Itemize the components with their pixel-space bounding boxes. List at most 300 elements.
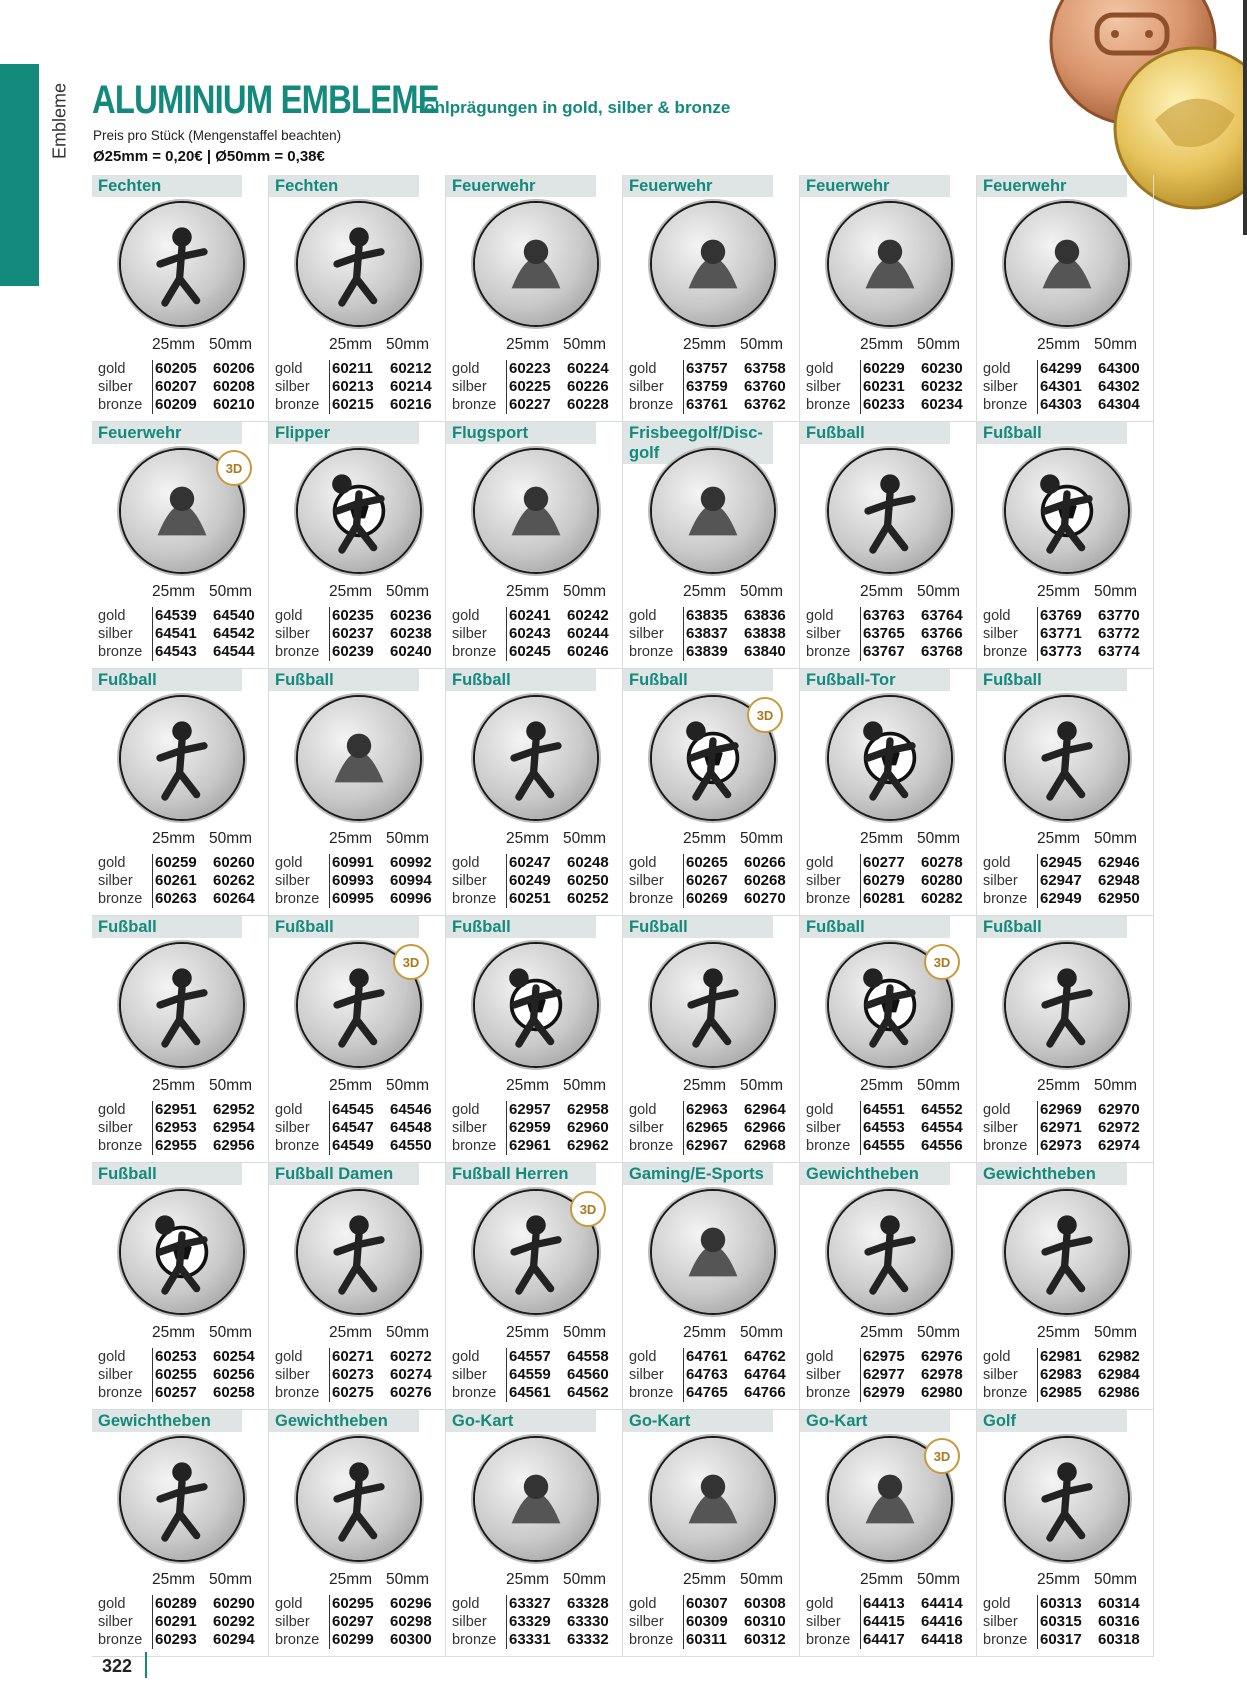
article-code: 64559 — [509, 1366, 551, 1383]
finish-label: silber — [629, 626, 664, 642]
article-code: 62952 — [213, 1101, 255, 1118]
article-code: 63328 — [567, 1595, 609, 1612]
code-row — [98, 643, 271, 661]
finish-label: gold — [452, 608, 480, 624]
code-separator — [329, 360, 330, 378]
code-separator — [683, 625, 684, 643]
code-table — [806, 607, 979, 661]
code-separator — [152, 1119, 153, 1137]
article-code: 62947 — [1040, 872, 1082, 889]
emblem-category: Fußball — [623, 669, 773, 691]
size-label: 50mm — [209, 336, 253, 353]
code-separator — [506, 1384, 507, 1402]
code-separator — [1037, 1119, 1038, 1137]
code-separator — [329, 378, 330, 396]
code-table — [806, 854, 979, 908]
article-code: 64560 — [567, 1366, 609, 1383]
article-code: 60266 — [744, 854, 786, 871]
code-separator — [506, 1137, 507, 1155]
article-code: 60273 — [332, 1366, 374, 1383]
article-code: 60205 — [155, 360, 197, 377]
emblem-category: Fechten — [269, 175, 419, 197]
code-row — [806, 360, 979, 378]
size-label: 25mm — [329, 336, 373, 353]
code-row — [275, 1384, 448, 1402]
finish-label: gold — [983, 1349, 1011, 1365]
article-code: 60307 — [686, 1595, 728, 1612]
finish-label: bronze — [452, 397, 497, 413]
emblem-card — [92, 916, 269, 1163]
article-code: 60315 — [1040, 1613, 1082, 1630]
finish-label: bronze — [452, 644, 497, 660]
emblem-category: Fußball Damen — [269, 1163, 419, 1185]
finish-label: gold — [275, 1596, 303, 1612]
code-row — [275, 378, 448, 396]
article-code: 60210 — [213, 396, 255, 413]
article-code: 60240 — [390, 643, 432, 660]
article-code: 62970 — [1098, 1101, 1140, 1118]
article-code: 60297 — [332, 1613, 374, 1630]
size-header — [506, 1077, 620, 1095]
code-row — [452, 1595, 625, 1613]
code-table — [983, 607, 1156, 661]
code-table — [275, 1101, 448, 1155]
code-separator — [506, 1348, 507, 1366]
emblem-card — [623, 1163, 800, 1410]
size-label: 25mm — [683, 1571, 727, 1588]
article-code: 62959 — [509, 1119, 551, 1136]
code-separator — [860, 625, 861, 643]
code-separator — [152, 1384, 153, 1402]
finish-label: bronze — [98, 1385, 143, 1401]
article-code: 60207 — [155, 378, 197, 395]
code-row — [983, 1101, 1156, 1119]
article-code: 64300 — [1098, 360, 1140, 377]
article-code: 60245 — [509, 643, 551, 660]
size-label: 50mm — [1094, 336, 1138, 353]
size-header — [860, 583, 974, 601]
article-code: 60996 — [390, 890, 432, 907]
code-separator — [506, 872, 507, 890]
finish-label: bronze — [806, 891, 851, 907]
code-separator — [1037, 360, 1038, 378]
article-code: 60282 — [921, 890, 963, 907]
size-label: 25mm — [860, 583, 904, 600]
code-table — [98, 1101, 271, 1155]
article-code: 60290 — [213, 1595, 255, 1612]
emblem-category: Fußball — [446, 916, 596, 938]
fencing-crossed-icon — [121, 203, 243, 325]
code-row — [629, 625, 802, 643]
article-code: 60314 — [1098, 1595, 1140, 1612]
size-header — [152, 1324, 266, 1342]
code-row — [983, 1613, 1156, 1631]
size-label: 50mm — [563, 583, 607, 600]
size-label: 50mm — [1094, 583, 1138, 600]
finish-label: bronze — [275, 1138, 320, 1154]
code-row — [806, 643, 979, 661]
article-code: 60227 — [509, 396, 551, 413]
code-separator — [860, 1366, 861, 1384]
code-row — [98, 607, 271, 625]
emblem-card — [269, 669, 446, 916]
code-separator — [860, 1595, 861, 1613]
size-label: 25mm — [860, 1077, 904, 1094]
article-code: 60246 — [567, 643, 609, 660]
code-row — [806, 396, 979, 414]
code-table — [98, 854, 271, 908]
size-label: 50mm — [740, 830, 784, 847]
code-table — [806, 1348, 979, 1402]
bench-press-icon — [1006, 1191, 1128, 1313]
code-table — [452, 854, 625, 908]
code-row — [629, 854, 802, 872]
code-row — [983, 1137, 1156, 1155]
size-header — [1037, 1571, 1151, 1589]
code-separator — [683, 1137, 684, 1155]
go-kart-track-icon — [652, 1438, 774, 1560]
article-code: 62974 — [1098, 1137, 1140, 1154]
code-separator — [1037, 1101, 1038, 1119]
size-label: 25mm — [1037, 583, 1081, 600]
article-code: 63758 — [744, 360, 786, 377]
code-row — [629, 396, 802, 414]
code-separator — [1037, 1384, 1038, 1402]
article-code: 63835 — [686, 607, 728, 624]
finish-label: silber — [275, 1614, 310, 1630]
code-separator — [329, 854, 330, 872]
code-separator — [860, 854, 861, 872]
size-header — [506, 583, 620, 601]
emblem-card — [800, 1163, 977, 1410]
code-row — [275, 1613, 448, 1631]
code-separator — [860, 360, 861, 378]
article-code: 60234 — [921, 396, 963, 413]
finish-label: gold — [452, 855, 480, 871]
code-separator — [329, 1613, 330, 1631]
article-code: 60268 — [744, 872, 786, 889]
finish-label: bronze — [98, 1632, 143, 1648]
finish-label: bronze — [452, 1385, 497, 1401]
code-separator — [506, 360, 507, 378]
code-separator — [1037, 625, 1038, 643]
finish-label: gold — [98, 608, 126, 624]
article-code: 60276 — [390, 1384, 432, 1401]
finish-label: silber — [806, 1120, 841, 1136]
size-label: 50mm — [386, 1571, 430, 1588]
soccer-ball-icon — [121, 1191, 243, 1313]
code-separator — [683, 396, 684, 414]
code-table — [983, 360, 1156, 414]
size-label: 50mm — [740, 1077, 784, 1094]
code-row — [98, 1595, 271, 1613]
soccer-players-tackle-icon — [121, 697, 243, 819]
code-row — [629, 872, 802, 890]
code-separator — [506, 625, 507, 643]
article-code: 62965 — [686, 1119, 728, 1136]
size-label: 25mm — [683, 830, 727, 847]
emblem-category: Feuerwehr — [446, 175, 596, 197]
finish-label: silber — [275, 379, 310, 395]
emblem-card — [623, 916, 800, 1163]
article-code: 60992 — [390, 854, 432, 871]
code-row — [452, 872, 625, 890]
article-code: 60216 — [390, 396, 432, 413]
article-code: 62963 — [686, 1101, 728, 1118]
finish-label: gold — [98, 1596, 126, 1612]
emblem-card — [623, 669, 800, 916]
code-table — [452, 1348, 625, 1402]
article-code: 60310 — [744, 1613, 786, 1630]
finish-label: bronze — [275, 891, 320, 907]
size-header — [683, 830, 797, 848]
article-code: 60293 — [155, 1631, 197, 1648]
article-code: 60265 — [686, 854, 728, 871]
whistle-wreath-icon — [298, 697, 420, 819]
code-separator — [1037, 1631, 1038, 1649]
size-header — [1037, 583, 1151, 601]
article-code: 62972 — [1098, 1119, 1140, 1136]
code-separator — [860, 607, 861, 625]
article-code: 63330 — [567, 1613, 609, 1630]
code-table — [452, 1101, 625, 1155]
code-table — [983, 1101, 1156, 1155]
code-row — [629, 1631, 802, 1649]
code-separator — [683, 1119, 684, 1137]
size-label: 50mm — [209, 1571, 253, 1588]
code-separator — [860, 378, 861, 396]
finish-label: bronze — [629, 397, 674, 413]
code-separator — [329, 607, 330, 625]
size-label: 25mm — [860, 336, 904, 353]
finish-label: gold — [806, 608, 834, 624]
code-row — [275, 625, 448, 643]
article-code: 63760 — [744, 378, 786, 395]
code-row — [452, 1366, 625, 1384]
article-code: 60280 — [921, 872, 963, 889]
article-code: 64304 — [1098, 396, 1140, 413]
finish-label: silber — [806, 626, 841, 642]
finish-label: bronze — [629, 1632, 674, 1648]
article-code: 62948 — [1098, 872, 1140, 889]
article-code: 63772 — [1098, 625, 1140, 642]
article-code: 62977 — [863, 1366, 905, 1383]
size-header — [329, 1324, 443, 1342]
size-label: 50mm — [563, 1571, 607, 1588]
code-separator — [329, 1119, 330, 1137]
article-code: 63837 — [686, 625, 728, 642]
finish-label: bronze — [275, 1632, 320, 1648]
code-table — [275, 360, 448, 414]
emblem-category: Flugsport — [446, 422, 596, 444]
size-label: 25mm — [683, 336, 727, 353]
code-row — [275, 1137, 448, 1155]
code-separator — [683, 1348, 684, 1366]
finish-label: bronze — [275, 1385, 320, 1401]
finish-label: bronze — [98, 397, 143, 413]
size-label: 25mm — [506, 1571, 550, 1588]
size-header — [329, 830, 443, 848]
code-row — [629, 1119, 802, 1137]
code-row — [275, 872, 448, 890]
finish-label: gold — [275, 1349, 303, 1365]
article-code: 64558 — [567, 1348, 609, 1365]
emblem-category: Fußball — [977, 916, 1127, 938]
emblem-card — [800, 422, 977, 669]
emblem-card — [92, 422, 269, 669]
article-code: 60317 — [1040, 1631, 1082, 1648]
emblem-category: Go-Kart — [623, 1410, 773, 1432]
article-code: 60267 — [686, 872, 728, 889]
article-code: 60213 — [332, 378, 374, 395]
code-table — [275, 1595, 448, 1649]
size-label: 50mm — [563, 1077, 607, 1094]
code-separator — [683, 607, 684, 625]
size-header — [1037, 1077, 1151, 1095]
article-code: 60296 — [390, 1595, 432, 1612]
article-code: 64542 — [213, 625, 255, 642]
article-code: 60312 — [744, 1631, 786, 1648]
size-label: 50mm — [209, 830, 253, 847]
size-label: 50mm — [917, 830, 961, 847]
article-code: 60256 — [213, 1366, 255, 1383]
code-separator — [506, 396, 507, 414]
gamepad-icon — [652, 1191, 774, 1313]
finish-label: bronze — [452, 1138, 497, 1154]
size-header — [152, 1077, 266, 1095]
emblem-card — [977, 669, 1154, 916]
size-label: 25mm — [152, 1077, 196, 1094]
code-table — [806, 360, 979, 414]
article-code: 60278 — [921, 854, 963, 871]
finish-label: bronze — [983, 891, 1028, 907]
finish-label: gold — [806, 1349, 834, 1365]
article-code: 63329 — [509, 1613, 551, 1630]
code-row — [98, 625, 271, 643]
code-row — [629, 1137, 802, 1155]
article-code: 64546 — [390, 1101, 432, 1118]
article-code: 63838 — [744, 625, 786, 642]
emblem-category: Fußball — [446, 669, 596, 691]
code-row — [275, 1366, 448, 1384]
article-code: 62983 — [1040, 1366, 1082, 1383]
emblem-category: Gaming/E-Sports — [623, 1163, 773, 1185]
code-separator — [152, 854, 153, 872]
code-row — [806, 872, 979, 890]
size-label: 25mm — [1037, 336, 1081, 353]
code-separator — [683, 360, 684, 378]
article-code: 64762 — [744, 1348, 786, 1365]
code-row — [806, 1348, 979, 1366]
size-header — [860, 830, 974, 848]
size-label: 50mm — [740, 336, 784, 353]
emblem-category: Feuerwehr — [92, 422, 242, 444]
article-code: 60255 — [155, 1366, 197, 1383]
emblem-card — [269, 916, 446, 1163]
code-table — [452, 360, 625, 414]
finish-label: silber — [98, 1120, 133, 1136]
article-code: 63767 — [863, 643, 905, 660]
emblem-category: Fußball — [92, 1163, 242, 1185]
article-code: 63836 — [744, 607, 786, 624]
code-row — [275, 1119, 448, 1137]
article-code: 60991 — [332, 854, 374, 871]
finish-label: bronze — [983, 1138, 1028, 1154]
article-code: 62979 — [863, 1384, 905, 1401]
airplane-icon — [475, 450, 597, 572]
code-row — [629, 1384, 802, 1402]
article-code: 60250 — [567, 872, 609, 889]
code-table — [629, 1595, 802, 1649]
code-row — [452, 607, 625, 625]
emblem-card — [269, 1410, 446, 1657]
emblem-card — [92, 1410, 269, 1657]
code-separator — [329, 643, 330, 661]
article-code: 64562 — [567, 1384, 609, 1401]
code-row — [983, 854, 1156, 872]
article-code: 64556 — [921, 1137, 963, 1154]
code-separator — [1037, 378, 1038, 396]
emblem-card — [446, 669, 623, 916]
article-code: 60292 — [213, 1613, 255, 1630]
code-row — [98, 378, 271, 396]
finish-label: silber — [806, 1614, 841, 1630]
article-code: 60253 — [155, 1348, 197, 1365]
badge-3d: 3D — [924, 944, 960, 980]
emblem-category: Fußball — [800, 916, 950, 938]
article-code: 60289 — [155, 1595, 197, 1612]
size-label: 25mm — [683, 583, 727, 600]
finish-label: gold — [452, 1596, 480, 1612]
code-table — [98, 1348, 271, 1402]
code-row — [275, 1595, 448, 1613]
article-code: 60308 — [744, 1595, 786, 1612]
finish-label: bronze — [806, 397, 851, 413]
finish-label: gold — [275, 361, 303, 377]
code-separator — [860, 643, 861, 661]
code-row — [98, 1137, 271, 1155]
finish-label: gold — [983, 361, 1011, 377]
code-separator — [152, 1366, 153, 1384]
finish-label: bronze — [806, 644, 851, 660]
emblem-category: Gewichtheben — [800, 1163, 950, 1185]
code-row — [983, 1595, 1156, 1613]
code-separator — [506, 890, 507, 908]
code-row — [806, 607, 979, 625]
code-row — [98, 1101, 271, 1119]
article-code: 62982 — [1098, 1348, 1140, 1365]
size-label: 25mm — [329, 583, 373, 600]
code-separator — [506, 1595, 507, 1613]
code-separator — [152, 378, 153, 396]
finish-label: silber — [275, 1367, 310, 1383]
article-code: 60311 — [686, 1631, 727, 1648]
size-header — [860, 1077, 974, 1095]
code-separator — [506, 643, 507, 661]
article-code: 62973 — [1040, 1137, 1082, 1154]
emblem-category: Fechten — [92, 175, 242, 197]
code-row — [452, 1631, 625, 1649]
size-label: 25mm — [329, 1077, 373, 1094]
article-code: 64299 — [1040, 360, 1082, 377]
soccer-player-kick-icon — [829, 450, 951, 572]
size-label: 50mm — [1094, 1324, 1138, 1341]
article-code: 64550 — [390, 1137, 432, 1154]
article-code: 60242 — [567, 607, 609, 624]
emblem-category: Gewichtheben — [977, 1163, 1127, 1185]
article-code: 60247 — [509, 854, 551, 871]
code-separator — [860, 872, 861, 890]
